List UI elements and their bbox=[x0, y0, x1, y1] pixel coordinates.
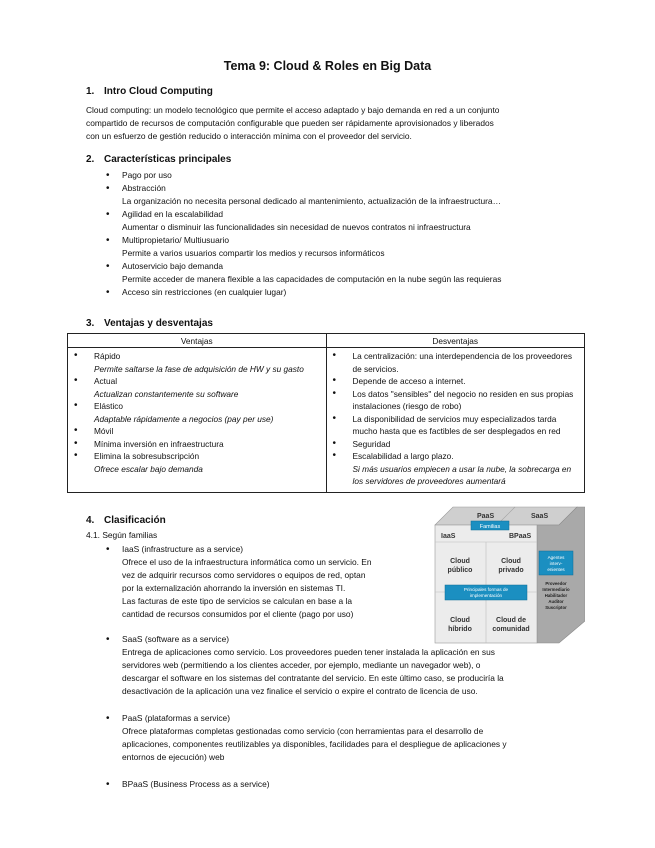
text-line: Ofrece plataformas completas gestionadas como servicio (con herramientas para el desarrollo de bbox=[122, 726, 484, 736]
subsection-number: 4.1. bbox=[86, 530, 100, 540]
agents-label: Agentes bbox=[547, 555, 565, 560]
item-label: PaaS (plataformas a service) bbox=[122, 713, 230, 723]
item-label: BPaaS (Business Process as a service) bbox=[122, 779, 270, 789]
list-item bbox=[331, 413, 583, 438]
iaas-block bbox=[106, 543, 426, 556]
cell-label: Cloud bbox=[501, 558, 521, 565]
desventajas-cell bbox=[326, 348, 585, 493]
features-list bbox=[106, 169, 606, 299]
list-item bbox=[106, 182, 606, 208]
item-desc: Adaptable rápidamente a negocios (pay per use) bbox=[94, 413, 274, 424]
saas-label: SaaS bbox=[531, 513, 549, 520]
text-line: Cloud computing: un modelo tecnológico que permite el acceso adaptado y bajo demanda en red a un conjunto bbox=[86, 105, 500, 115]
text-line: entornos de ejecución) web bbox=[122, 752, 225, 762]
item-desc: Ofrece escalar bajo demanda bbox=[94, 463, 203, 474]
paas-label: PaaS bbox=[477, 513, 495, 520]
item-label: Depende de acceso a internet. bbox=[352, 376, 466, 386]
item-label: La centralización: una interdependencia de los proveedores de servicios. bbox=[352, 351, 573, 374]
list-item bbox=[106, 208, 606, 234]
familias-label: Familias bbox=[479, 524, 501, 530]
section-1-paragraph bbox=[86, 104, 606, 143]
item-label: Multipropietario/ Multiusuario bbox=[122, 235, 230, 245]
iaas-description bbox=[122, 556, 422, 621]
item-label: Seguridad bbox=[352, 438, 391, 449]
col-header-desventajas: Desventajas bbox=[326, 334, 585, 348]
list-item bbox=[106, 234, 606, 260]
agent-role: Habilitador bbox=[544, 593, 568, 598]
bpaas-label: BPaaS bbox=[509, 533, 532, 540]
pros-cons-table bbox=[67, 333, 585, 493]
subsection-heading bbox=[86, 529, 157, 542]
list-item bbox=[331, 375, 583, 388]
item-label: Móvil bbox=[94, 426, 114, 436]
item-desc: Permite a varios usuarios compartir los medios y recursos informáticos bbox=[122, 248, 385, 258]
list-item bbox=[331, 350, 583, 375]
paas-description bbox=[122, 725, 622, 764]
list-item bbox=[72, 350, 324, 375]
list-item bbox=[331, 388, 583, 413]
item-desc: Si más usuarios empiecen a usar la nube, la sobrecarga en los servidores de proveedores aumentará bbox=[352, 463, 572, 486]
agents-label: interv- bbox=[549, 561, 563, 566]
item-label: Acceso sin restricciones (en cualquier lugar) bbox=[122, 287, 287, 297]
item-desc: La organización no necesita personal dedicado al mantenimiento, actualización de la infraestructura… bbox=[122, 196, 501, 206]
cell-label: privado bbox=[498, 567, 524, 574]
list-item bbox=[331, 438, 583, 451]
item-desc: Permite acceder de manera flexible a las capacidades de computación en la nube según las requieras bbox=[122, 274, 502, 284]
text-line: descargar el software en los sistemas del contratante del servicio. En este último caso, se produciría la bbox=[122, 673, 504, 683]
item-label: La disponibilidad de servicios muy especializados tarda mucho hasta que es factibles de ser desplegados en red bbox=[352, 413, 561, 436]
text-line: servidores web (permitiendo a los clientes acceder, por ejemplo, mediante un navegador web), o bbox=[122, 660, 481, 670]
cell-label: público bbox=[447, 567, 473, 574]
text-line: desactivación de la aplicación una vez finalice el servicio o expire el contrato de licencia de uso. bbox=[122, 686, 478, 696]
item-label: Agilidad en la escalabilidad bbox=[122, 209, 224, 219]
implementation-label: implementación bbox=[469, 593, 503, 598]
list-item bbox=[72, 438, 324, 451]
item-label: Pago por uso bbox=[122, 170, 172, 180]
agent-role: Suscriptor bbox=[545, 605, 567, 610]
cell-label: Cloud bbox=[450, 558, 470, 565]
item-label: SaaS (software as a service) bbox=[122, 634, 230, 644]
section-1-heading bbox=[86, 86, 213, 97]
list-item bbox=[331, 450, 583, 488]
cell-label: comunidad bbox=[492, 626, 530, 633]
text-line: cantidad de recursos consumidos por el cliente (pago por uso) bbox=[122, 609, 354, 619]
item-label: Abstracción bbox=[122, 183, 166, 193]
list-item bbox=[106, 169, 606, 182]
cell-label: Cloud bbox=[450, 617, 470, 624]
section-number: 4. bbox=[86, 515, 95, 526]
item-label: Rápido bbox=[94, 351, 121, 361]
section-title: Características principales bbox=[104, 154, 232, 165]
section-2-heading bbox=[86, 154, 231, 165]
text-line: Ofrece el uso de la infraestructura informática como un servicio. En bbox=[122, 557, 372, 567]
iaas-label: IaaS bbox=[441, 533, 456, 540]
agent-role: Intermediario bbox=[542, 587, 570, 592]
text-line: por la externalización ahorrando la inversión en sistemas TI. bbox=[122, 583, 346, 593]
col-header-ventajas: Ventajas bbox=[68, 334, 327, 348]
list-item bbox=[106, 712, 606, 725]
list-item bbox=[106, 778, 606, 791]
list-item bbox=[106, 260, 606, 286]
item-label: Mínima inversión en infraestructura bbox=[94, 438, 224, 449]
agent-role: Proveedor bbox=[545, 581, 567, 586]
subsection-title: Según familias bbox=[102, 530, 158, 540]
section-3-heading bbox=[86, 318, 213, 329]
text-line: Las facturas de este tipo de servicios se calculan en base a la bbox=[122, 596, 352, 606]
agents-label: enientes bbox=[547, 567, 565, 572]
text-line: aplicaciones, componentes reutilizables ya disponibles, facilidades para el despliegue de aplicaciones y bbox=[122, 739, 507, 749]
agent-role: Auditor bbox=[548, 599, 564, 604]
saas-description bbox=[122, 646, 622, 698]
text-line: compartido de recursos de computación configurable que pueden ser rápidamente aprovisionados y liberados bbox=[86, 118, 494, 128]
paas-block bbox=[106, 712, 606, 725]
list-item bbox=[72, 400, 324, 425]
page-title: Tema 9: Cloud & Roles en Big Data bbox=[223, 59, 432, 73]
text-line: Entrega de aplicaciones como servicio. Los proveedores pueden tener instalada la aplicación en sus bbox=[122, 647, 495, 657]
list-item bbox=[72, 375, 324, 400]
cell-label: híbrido bbox=[448, 626, 472, 633]
cloud-cube-diagram bbox=[427, 505, 585, 645]
item-desc: Permite saltarse la fase de adquisición de HW y su gasto bbox=[94, 363, 304, 374]
list-item bbox=[72, 450, 324, 475]
section-title: Clasificación bbox=[104, 515, 166, 526]
text-line: con un esfuerzo de gestión reducido o interacción mínima con el proveedor del servicio. bbox=[86, 131, 412, 141]
bpaas-block bbox=[106, 778, 606, 791]
item-desc: Aumentar o disminuir las funcionalidades sin necesidad de nuevos contratos ni infraestructura bbox=[122, 222, 471, 232]
ventajas-cell bbox=[68, 348, 327, 493]
list-item bbox=[106, 286, 606, 299]
cell-label: Cloud de bbox=[496, 617, 526, 624]
text-line: vez de adquirir recursos como servidores o equipos de red, optan bbox=[122, 570, 366, 580]
item-label: Elimina la sobresubscripción bbox=[94, 451, 200, 461]
section-number: 3. bbox=[86, 318, 95, 329]
section-number: 1. bbox=[86, 86, 95, 97]
section-title: Ventajas y desventajas bbox=[104, 318, 213, 329]
item-label: Elástico bbox=[94, 401, 124, 411]
list-item bbox=[72, 425, 324, 438]
section-4-heading bbox=[86, 515, 166, 526]
item-label: Autoservicio bajo demanda bbox=[122, 261, 224, 271]
item-desc: Actualizan constantemente su software bbox=[94, 388, 239, 399]
list-item bbox=[106, 543, 426, 556]
section-title: Intro Cloud Computing bbox=[104, 86, 213, 97]
item-label: IaaS (infrastructure as a service) bbox=[122, 544, 244, 554]
implementation-label: Principales formas de bbox=[463, 587, 509, 592]
item-label: Los datos "sensibles" del negocio no residen en sus propias instalaciones (riesgo de robo) bbox=[352, 388, 574, 411]
section-number: 2. bbox=[86, 154, 95, 165]
item-label: Escalabilidad a largo plazo. bbox=[352, 451, 454, 461]
item-label: Actual bbox=[94, 376, 118, 386]
